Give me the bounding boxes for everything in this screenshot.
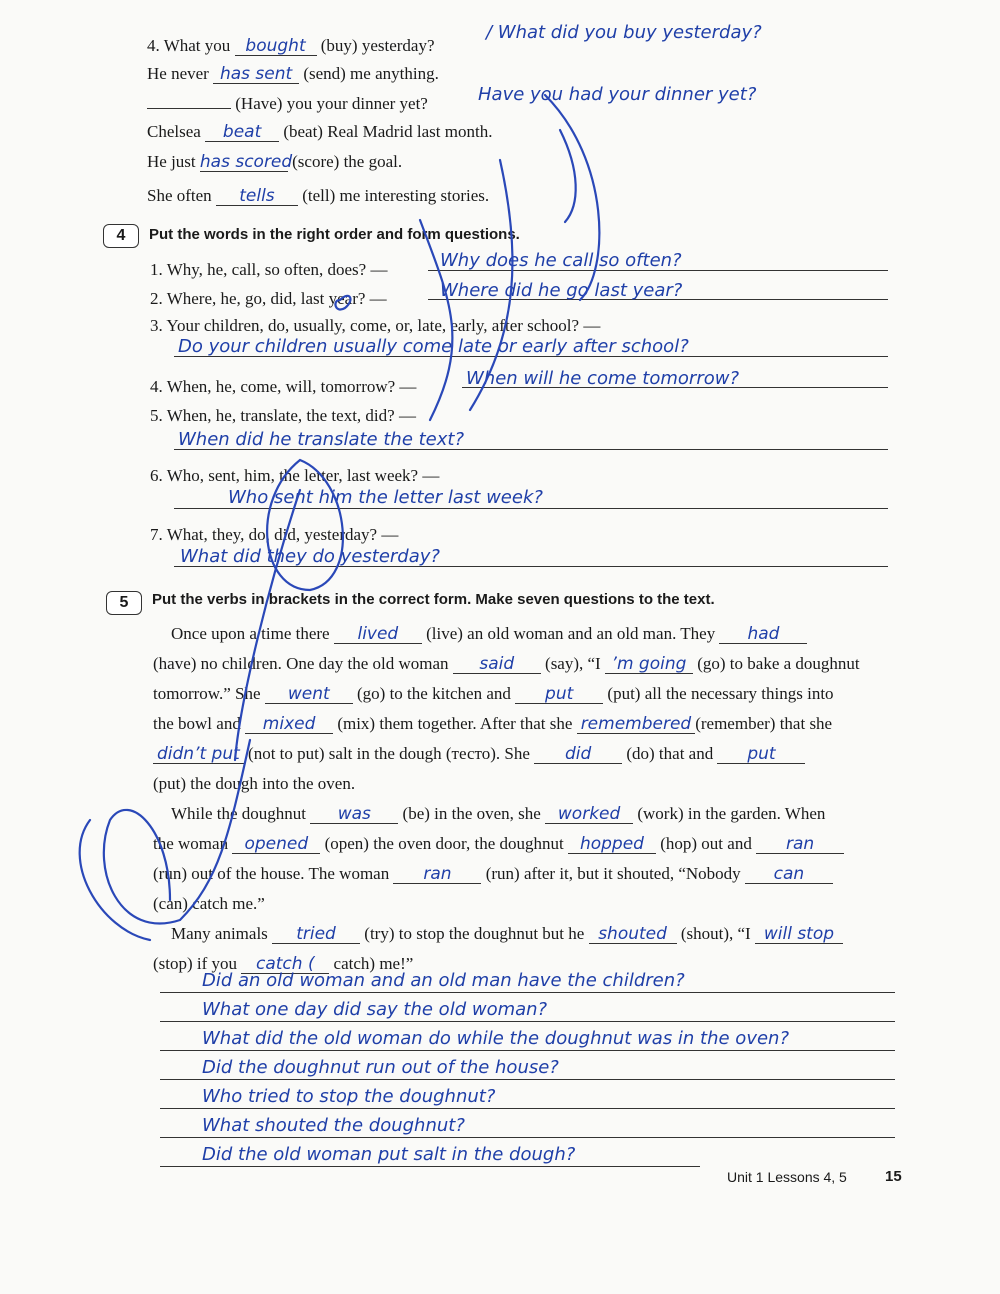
answer-blank: catch ( <box>241 956 329 974</box>
answer-blank: worked <box>545 806 633 824</box>
story-line <box>153 709 901 739</box>
question-prompt: 4. When, he, come, will, tomorrow? — <box>150 377 417 396</box>
answer-blank: had <box>719 626 807 644</box>
story-line <box>153 799 901 829</box>
story-line <box>153 679 901 709</box>
answer-blank: said <box>453 656 541 674</box>
handwritten-answer: Why does he call so often? <box>440 250 682 271</box>
answer-blank: opened <box>232 836 320 854</box>
question-prompt: 2. Where, he, go, did, last year? — <box>150 289 387 308</box>
handwritten-answer: When will he come tomorrow? <box>466 368 740 389</box>
answer-blank: didn’t put <box>153 746 244 764</box>
story-line <box>153 769 901 799</box>
story-segment: (try) to stop the doughnut but he <box>360 924 589 943</box>
answer-blank: tells <box>216 188 298 206</box>
s3-line: He just has scored (score) the goal. <box>147 152 403 172</box>
answer-blank: put <box>717 746 805 764</box>
answer-blank: put <box>515 686 603 704</box>
story-segment: (go) to bake a doughnut <box>692 654 860 673</box>
story-segment: (mix) them together. After that she <box>333 714 577 733</box>
s3-line: She often tells (tell) me interesting stories. <box>147 186 490 206</box>
story-segment: (put) all the necessary things into <box>603 684 834 703</box>
question-prompt: 6. Who, sent, him, the letter, last week? — <box>150 466 440 485</box>
story-segment: catch) me!” <box>329 954 414 973</box>
handwritten-question: Did the old woman put salt in the dough? <box>202 1144 576 1165</box>
handwritten-question: Who tried to stop the doughnut? <box>202 1086 496 1107</box>
story-segment: the bowl and <box>153 714 246 733</box>
story-segment: (remember) that she <box>695 714 833 733</box>
answer-blank: did <box>534 746 622 764</box>
handwritten-question: Did an old woman and an old man have the children? <box>202 970 685 991</box>
story-segment: (shout), “I <box>676 924 755 943</box>
question-prompt: 1. Why, he, call, so often, does? — <box>150 260 388 279</box>
answer-blank: beat <box>205 124 279 142</box>
answer-blank: lived <box>334 626 422 644</box>
answer-blank: tried <box>272 926 360 944</box>
answer-blank: shouted <box>589 926 677 944</box>
task-number: 4 <box>103 224 139 248</box>
story-segment: (can) catch me.” <box>153 894 265 913</box>
handwritten-answer: Where did he go last year? <box>440 280 683 301</box>
question-prompt: 3. Your children, do, usually, come, or, late, early, after school? — <box>150 316 601 335</box>
answer-blank: bought <box>235 38 317 56</box>
task-number: 5 <box>106 591 142 615</box>
story-segment: While the doughnut <box>171 804 311 823</box>
story-segment: (stop) if you <box>153 954 242 973</box>
story-line <box>153 619 901 649</box>
story-segment: Once upon a time there <box>171 624 334 643</box>
story-segment: (work) in the garden. When <box>633 804 826 823</box>
story-segment: (open) the oven door, the doughnut <box>320 834 568 853</box>
answer-line <box>160 1166 700 1167</box>
answer-blank: has scored <box>199 152 293 172</box>
story-segment: (put) the dough into the oven. <box>153 774 356 793</box>
answer-line <box>160 992 895 993</box>
answer-blank: hopped <box>568 836 656 854</box>
task-title: Put the verbs in brackets in the correct form. Make seven questions to the text. <box>152 591 715 608</box>
story-segment: (have) no children. One day the old woman <box>153 654 453 673</box>
answer-line <box>160 1108 895 1109</box>
handwritten-note: / What did you buy yesterday? <box>486 22 762 43</box>
story-line <box>153 889 901 919</box>
answer-line <box>160 1137 895 1138</box>
story-segment: tomorrow.” She <box>153 684 265 703</box>
handwritten-question: What did the old woman do while the doughnut was in the oven? <box>202 1028 790 1049</box>
story-segment: (not to put) salt in the dough (тесто). She <box>243 744 535 763</box>
answer-blank: ran <box>393 866 481 884</box>
handwritten-answer: When did he translate the text? <box>178 429 465 450</box>
page-number: 15 <box>885 1168 902 1185</box>
s3-line: Chelsea beat (beat) Real Madrid last month. <box>147 122 493 142</box>
answer-blank: ’m going <box>605 656 693 674</box>
answer-line <box>160 1021 895 1022</box>
s3-line: 4. What you bought (buy) yesterday? <box>147 36 435 56</box>
answer-blank: went <box>265 686 353 704</box>
question-prompt: 7. What, they, do, did, yesterday? — <box>150 525 399 544</box>
answer-blank: was <box>310 806 398 824</box>
story-segment: (live) an old woman and an old man. They <box>421 624 720 643</box>
story-segment: (hop) out and <box>655 834 757 853</box>
story-segment: (be) in the oven, she <box>398 804 546 823</box>
answer-line <box>160 1079 895 1080</box>
handwritten-question: Did the doughnut run out of the house? <box>202 1057 559 1078</box>
footer-unit: Unit 1 Lessons 4, 5 <box>727 1169 847 1185</box>
story-line <box>153 859 901 889</box>
story-line <box>153 919 901 949</box>
answer-blank: has sent <box>213 66 299 84</box>
handwritten-answer: Do your children usually come late or early after school? <box>178 336 689 357</box>
answer-blank: can <box>745 866 833 884</box>
story-segment: (run) after it, but it shouted, “Nobody <box>481 864 745 883</box>
answer-blank: remembered <box>577 716 696 734</box>
story-segment: Many animals <box>171 924 273 943</box>
answer-blank <box>147 108 231 109</box>
handwritten-question: What one day did say the old woman? <box>202 999 548 1020</box>
story-segment: the woman <box>153 834 233 853</box>
handwritten-note: Have you had your dinner yet? <box>478 84 757 105</box>
answer-line <box>160 1050 895 1051</box>
story-segment: (run) out of the house. The woman <box>153 864 394 883</box>
story-segment: (say), “I <box>540 654 605 673</box>
handwritten-answer: Who sent him the letter last week? <box>228 487 543 508</box>
story-line <box>153 739 901 769</box>
question-prompt: 5. When, he, translate, the text, did? — <box>150 406 416 425</box>
s3-line: He never has sent (send) me anything. <box>147 64 439 84</box>
s3-line: (Have) you your dinner yet? <box>147 94 428 114</box>
answer-blank: will stop <box>755 926 843 944</box>
answer-blank: mixed <box>245 716 333 734</box>
handwritten-question: What shouted the doughnut? <box>202 1115 465 1136</box>
story-segment: (do) that and <box>622 744 718 763</box>
handwritten-answer: What did they do yesterday? <box>180 546 440 567</box>
story-text <box>153 619 901 979</box>
task-title: Put the words in the right order and form questions. <box>149 226 520 243</box>
story-segment: (go) to the kitchen and <box>352 684 516 703</box>
story-line <box>153 649 901 679</box>
answer-line <box>174 508 888 509</box>
story-line <box>153 829 901 859</box>
answer-blank: ran <box>756 836 844 854</box>
